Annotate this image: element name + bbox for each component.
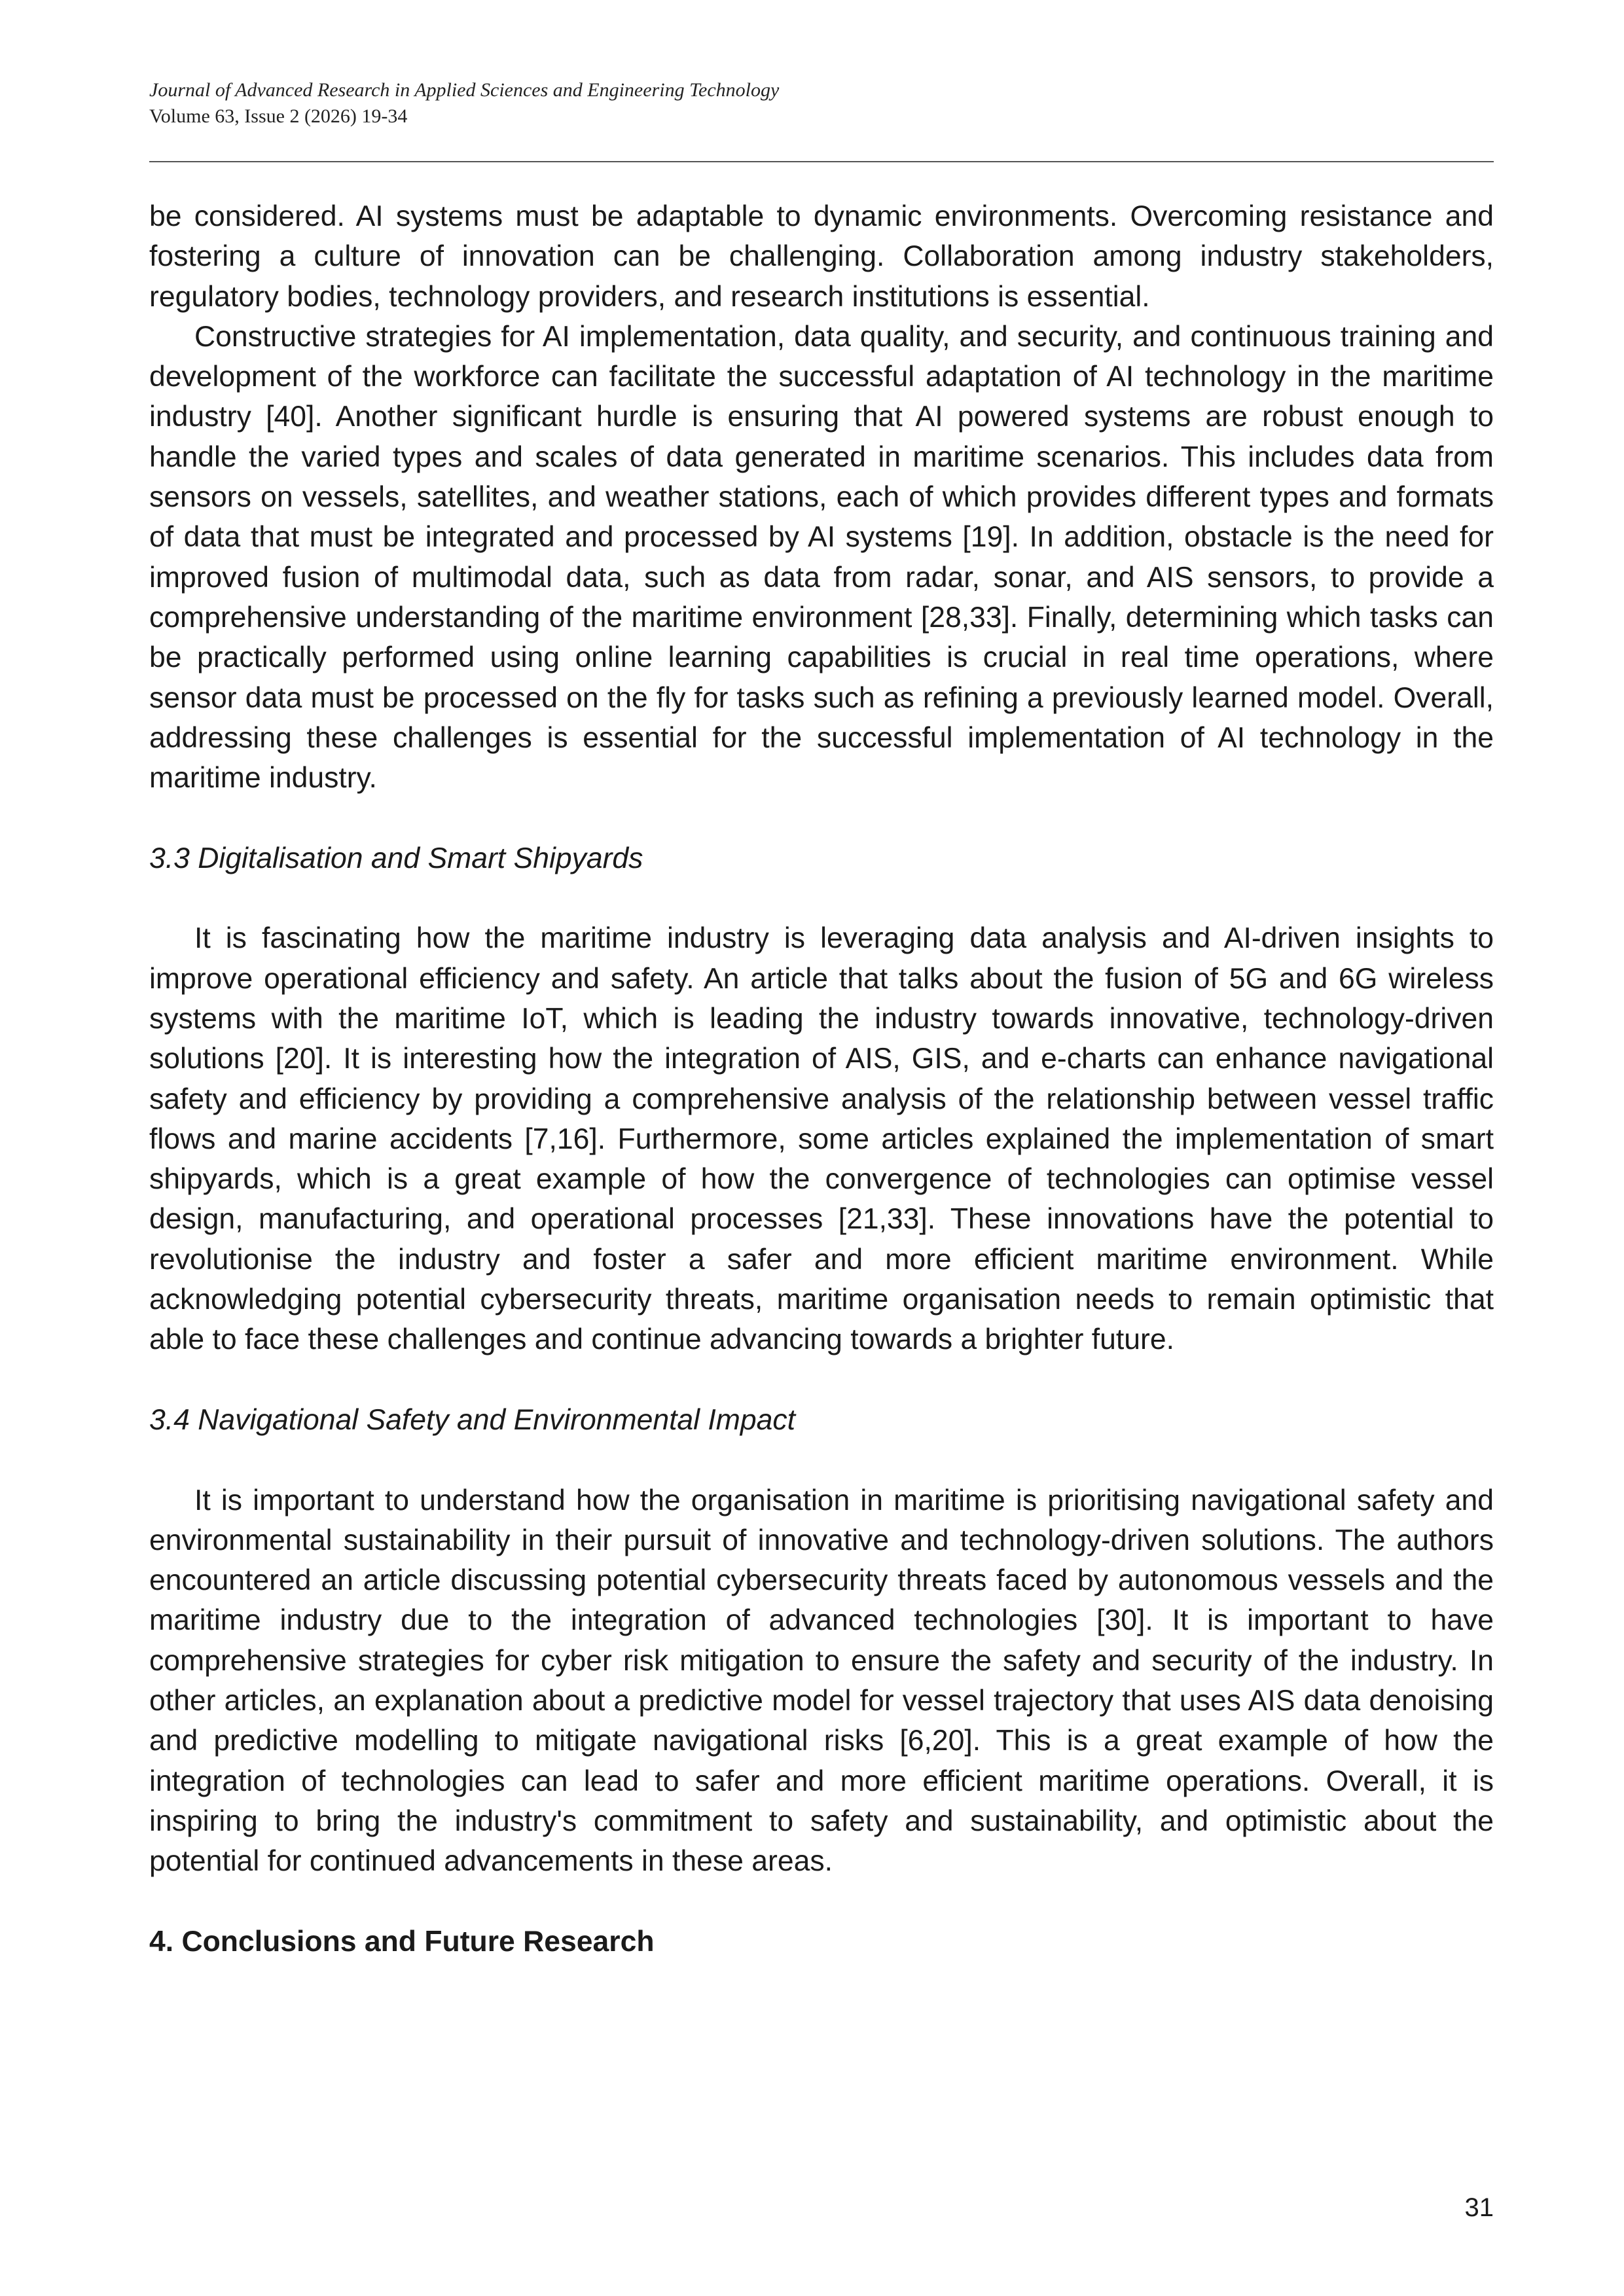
paragraph-navigational-safety: It is important to understand how the organisation in maritime is prioritising navigational safety and environmental sustainability in their pursuit of innovative and technology-driven solutions. The authors encountered an article discussing potential cybersecurity threats faced by autonomous vessels and the maritime industry due to the integration of advanced technologies [30]. It is important to have comprehensive strategies for cyber risk mitigation to ensure the safety and security of the industry. In other articles, an explanation about a predictive model for vessel trajectory that uses AIS data denoising and predictive modelling to mitigate navigational risks [6,20]. This is a great example of how the integration of technologies can lead to safer and more efficient maritime operations. Overall, it is inspiring to bring the industry's commitment to safety and sustainability, and optimistic about the potential for continued advancements in these areas.	[149, 1484, 1494, 1878]
paragraph-digitalisation: It is fascinating how the maritime industry is leveraging data analysis and AI-driven insights to improve operational efficiency and safety. An article that talks about the fusion of 5G and 6G wireless systems with the maritime IoT, which is leading the industry towards innovative, technology-driven solutions [20]. It is interesting how the integration of AIS, GIS, and e-charts can enhance navigational safety and efficiency by providing a comprehensive analysis of the relationship between vessel traffic flows and marine accidents [7,16]. Furthermore, some articles explained the implementation of smart shipyards, which is a great example of how the convergence of technologies can optimise vessel design, manufacturing, and operational processes [21,33]. These innovations have the potential to revolutionise the industry and foster a safer and more efficient maritime environment. While acknowledging potential cybersecurity threats, maritime organisation needs to remain optimistic that able to face these challenges and continue advancing towards a brighter future.	[149, 922, 1494, 1356]
running-header	[149, 77, 1490, 130]
volume-issue-line: Volume 63, Issue 2 (2026) 19-34	[149, 105, 408, 127]
page-number: 31	[1464, 2193, 1494, 2222]
header-divider	[149, 161, 1494, 162]
paragraph-constructive-strategies: Constructive strategies for AI implementation, data quality, and security, and continuous training and development of the workforce can facilitate the successful adaptation of AI technology in the maritime industry [40]. Another significant hurdle is ensuring that AI powered systems are robust enough to handle the varied types and scales of data generated in maritime scenarios. This includes data from sensors on vessels, satellites, and weather stations, each of which provides different types and formats of data that must be integrated and processed by AI systems [19]. In addition, obstacle is the need for improved fusion of multimodal data, such as data from radar, sonar, and AIS sensors, to provide a comprehensive understanding of the maritime environment [28,33]. Finally, determining which tasks can be practically performed using online learning capabilities is crucial in real time operations, where sensor data must be processed on the fly for tasks such as refining a previously learned model. Overall, addressing these challenges is essential for the successful implementation of AI technology in the maritime industry.	[149, 320, 1494, 795]
paragraph-continued: be considered. AI systems must be adaptable to dynamic environments. Overcoming resistance and fostering a culture of innovation can be challenging. Collaboration among industry stakeholders, regulatory bodies, technology providers, and research institutions is essential.	[149, 200, 1494, 313]
section-heading-3-3: 3.3 Digitalisation and Smart Shipyards	[149, 842, 643, 874]
section-heading-4: 4. Conclusions and Future Research	[149, 1925, 655, 1958]
journal-name: Journal of Advanced Research in Applied Sciences and Engineering Technology	[149, 79, 780, 101]
section-heading-3-4: 3.4 Navigational Safety and Environmental Impact	[149, 1403, 795, 1436]
article-body	[149, 196, 1494, 1962]
